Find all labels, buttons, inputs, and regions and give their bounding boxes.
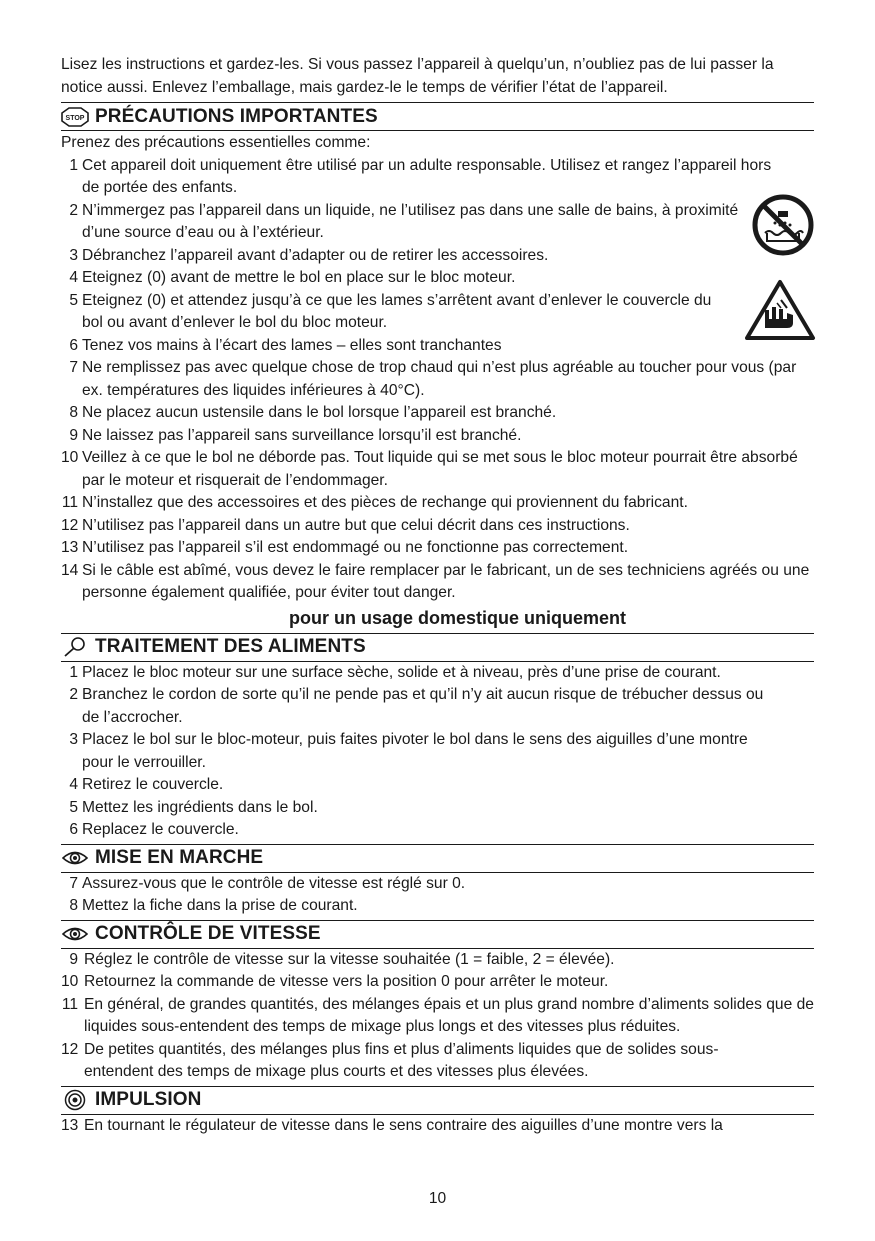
stop-icon: [61, 106, 89, 128]
item-number: 3: [69, 246, 78, 264]
item-text: Replacez le couvercle.: [82, 821, 239, 838]
section-impulsion-title: IMPULSION: [95, 1089, 202, 1110]
list-item: [61, 1115, 814, 1138]
item-text: Placez le bol sur le bloc-moteur, puis faites pivoter le bol dans le sens des aiguilles d’une montre pour le verrouiller.: [82, 731, 748, 771]
eye-icon: [61, 847, 89, 869]
list-item: [61, 267, 814, 290]
mise-list: [61, 873, 814, 918]
item-text: N’utilisez pas l’appareil dans un autre but que celui décrit dans ces instructions.: [82, 516, 630, 534]
item-text: Réglez le contrôle de vitesse sur la vitesse souhaitée (1 = faible, 2 = élevée).: [84, 950, 615, 968]
item-text: En général, de grandes quantités, des mélanges épais et un plus grand nombre d’aliments solides que de liquides sous-entendent des temps de mixage plus longs et des vitesses plus réduites.: [84, 995, 814, 1035]
list-item: [61, 200, 772, 245]
list-item: [61, 774, 814, 797]
section-precautions-header: [61, 102, 814, 131]
item-text: Ne placez aucun ustensile dans le bol lorsque l’appareil est branché.: [82, 404, 557, 421]
item-number: 7: [69, 874, 78, 892]
item-number: 5: [69, 798, 78, 816]
pulse-icon: [61, 1089, 89, 1111]
domestic-use-notice: pour un usage domestique uniquement: [288, 607, 627, 628]
item-text: Branchez le cordon de sorte qu’il ne pende pas et qu’il n’y ait aucun risque de trébucher dessus ou de l’accrocher.: [82, 686, 764, 726]
item-text: Placez le bloc moteur sur une surface sèche, solide et à niveau, près d’une prise de courant.: [82, 663, 721, 681]
item-number: 8: [69, 404, 78, 421]
section-mise-header: [61, 844, 814, 873]
item-text: Cet appareil doit uniquement être utilisé par un adulte responsable. Utilisez et rangez l’appareil hors de portée des enfants.: [82, 156, 772, 196]
item-text: Tenez vos mains à l’écart des lames – elles sont tranchantes: [82, 336, 502, 354]
list-item: [61, 729, 772, 774]
section-impulsion-header: [61, 1086, 814, 1115]
section-traitement-header: [61, 633, 814, 662]
list-item: [61, 335, 814, 358]
magnifier-icon: [61, 636, 89, 658]
list-item: [61, 797, 814, 820]
item-text: N’installez que des accessoires et des pièces de rechange qui proviennent du fabricant.: [82, 494, 688, 511]
item-text: En tournant le régulateur de vitesse dans le sens contraire des aiguilles d’une montre vers la: [84, 1116, 723, 1134]
stop-icon-label: STOP: [65, 114, 85, 122]
item-number: 10: [61, 449, 79, 466]
item-text: N’utilisez pas l’appareil s’il est endommagé ou ne fonctionne pas correctement.: [82, 539, 629, 556]
section-controle-title: CONTRÔLE DE VITESSE: [95, 923, 321, 944]
list-item: [61, 994, 814, 1039]
precautions-lead: Prenez des précautions essentielles comme:: [61, 134, 371, 151]
section-traitement-title: TRAITEMENT DES ALIMENTS: [95, 636, 366, 657]
item-number: 4: [69, 269, 78, 286]
item-number: 9: [69, 426, 78, 444]
intro-paragraph: Lisez les instructions et gardez-les. Si vous passez l’appareil à quelqu’un, n’oubliez pas de lui passer la notice aussi. Enlevez l’emballage, mais gardez-le le temps de vérifier l’état de l’appareil.: [61, 56, 774, 96]
item-text: De petites quantités, des mélanges plus fins et plus d’aliments liquides que de solides sous-entendent des temps de mixage plus courts et des vitesses plus élevées.: [84, 1040, 719, 1080]
list-item: [61, 425, 814, 448]
controle-list: [61, 949, 814, 1084]
list-item: [61, 560, 814, 605]
item-number: 13: [61, 539, 79, 556]
list-item: [61, 357, 814, 402]
impulsion-list: [61, 1115, 814, 1138]
list-item: [61, 492, 814, 515]
eye-icon: [61, 923, 89, 945]
list-item: [61, 155, 772, 200]
item-text: Assurez-vous que le contrôle de vitesse est réglé sur 0.: [82, 874, 466, 892]
item-text: Retirez le couvercle.: [82, 776, 224, 793]
item-text: Retournez la commande de vitesse vers la position 0 pour arrêter le moteur.: [84, 973, 609, 990]
section-precautions-title: PRÉCAUTIONS IMPORTANTES: [95, 105, 378, 127]
section-controle-header: [61, 920, 814, 949]
list-item: [61, 537, 814, 560]
item-text: Mettez les ingrédients dans le bol.: [82, 798, 318, 816]
list-item: [61, 515, 814, 538]
list-item: [61, 819, 814, 842]
list-item: [61, 684, 772, 729]
traitement-list: [61, 662, 814, 842]
list-item: [61, 662, 814, 685]
item-number: 6: [69, 336, 78, 354]
precautions-list: [61, 155, 814, 605]
item-text: Débranchez l’appareil avant d’adapter ou de retirer les accessoires.: [82, 246, 549, 264]
item-number: 7: [69, 359, 78, 376]
item-text: Veillez à ce que le bol ne déborde pas. Tout liquide qui se met sous le bloc moteur pourrait être absorbé par le moteur et risquerait de l’endommager.: [82, 449, 798, 489]
item-number: 12: [61, 516, 79, 534]
item-number: 11: [61, 494, 78, 511]
item-number: 6: [69, 821, 78, 838]
list-item: [61, 402, 814, 425]
item-number: 4: [69, 776, 78, 793]
item-text: Ne laissez pas l’appareil sans surveillance lorsqu’il est branché.: [82, 426, 522, 444]
list-item: [61, 949, 814, 972]
list-item: [61, 245, 814, 268]
item-number: 11: [61, 995, 78, 1013]
item-number: 1: [69, 156, 78, 174]
item-number: 12: [61, 1040, 79, 1058]
item-number: 10: [61, 973, 79, 990]
item-text: Si le câble est abîmé, vous devez le faire remplacer par le fabricant, un de ses techniciens agréés ou une personne également qualifiée, pour éviter tout danger.: [82, 561, 810, 601]
item-number: 9: [69, 950, 78, 968]
list-item: [61, 447, 814, 492]
list-item: [61, 1039, 774, 1084]
item-number: 2: [69, 686, 78, 703]
list-item: [61, 873, 814, 896]
item-text: Ne remplissez pas avec quelque chose de trop chaud qui n’est plus agréable au toucher pour vous (par ex. températures des liquides inférieures à 40°C).: [82, 359, 797, 399]
item-text: Eteignez (0) et attendez jusqu’à ce que les lames s’arrêtent avant d’enlever le couvercle du bol ou avant d’enlever le bol du bloc moteur.: [82, 291, 712, 331]
item-text: N’immergez pas l’appareil dans un liquide, ne l’utilisez pas dans une salle de bains, à proximité d’une source d’eau ou à l’extérieur.: [82, 201, 739, 241]
item-number: 2: [69, 201, 78, 219]
item-text: Mettez la fiche dans la prise de courant.: [82, 897, 358, 914]
list-item: [61, 971, 814, 994]
list-item: [61, 895, 814, 918]
item-number: 1: [69, 663, 78, 681]
item-number: 14: [61, 561, 79, 579]
page-number: 10: [428, 1190, 447, 1207]
item-text: Eteignez (0) avant de mettre le bol en place sur le bloc moteur.: [82, 269, 516, 286]
item-number: 3: [69, 731, 78, 748]
section-mise-title: MISE EN MARCHE: [95, 847, 264, 868]
instruction-page: [61, 54, 814, 1137]
list-item: [61, 290, 722, 335]
item-number: 8: [69, 897, 78, 914]
item-number: 13: [61, 1116, 79, 1134]
item-number: 5: [69, 291, 78, 309]
